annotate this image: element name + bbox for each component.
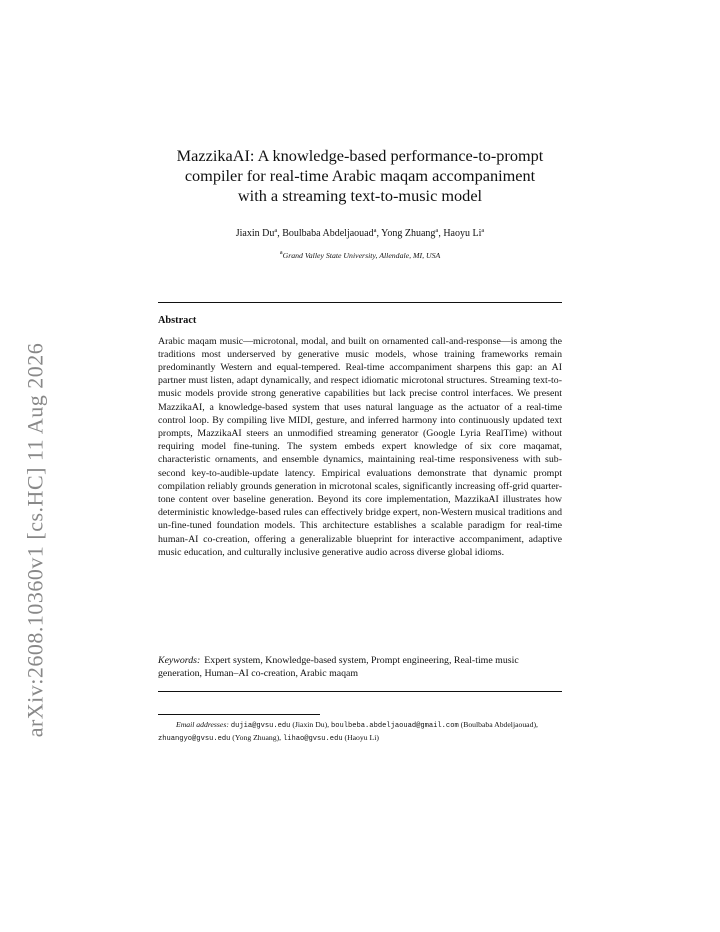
- keywords-label: Keywords:: [158, 655, 201, 666]
- author-name: Jiaxin Du: [235, 228, 275, 239]
- abstract-top-rule: [158, 302, 562, 303]
- author-affiliation-marker: a: [481, 227, 485, 234]
- email-separator: ,: [279, 733, 283, 742]
- author-name: Boulbaba Abdeljaouad: [282, 228, 374, 239]
- email-separator: ,: [327, 720, 331, 729]
- title-line-2: compiler for real-time Arabic maqam accompaniment: [184, 166, 536, 185]
- email-owner: (Yong Zhuang): [232, 733, 280, 742]
- author-affiliation-marker: a: [373, 227, 377, 234]
- affiliation: [158, 251, 562, 261]
- author-email-link[interactable]: boulbeba.abdeljaouad@gmail.com: [331, 722, 459, 730]
- abstract-heading: Abstract: [158, 315, 197, 326]
- paper-title: [158, 146, 562, 206]
- title-line-1: MazzikaAI: A knowledge-based performance-to-prompt: [176, 146, 544, 165]
- author-email-link[interactable]: dujia@gvsu.edu: [230, 722, 291, 730]
- author-name: Haoyu Li: [443, 228, 482, 239]
- email-owner: (Jiaxin Du): [292, 720, 328, 729]
- email-owner: (Haoyu Li): [344, 733, 379, 742]
- author-affiliation-marker: a: [435, 227, 439, 234]
- author-list: Jiaxin Du$^a$, Boulbaba Abdeljaouad$^a$, Yong Zhuang$^a$, Haoyu Li$^a$: [235, 227, 485, 239]
- affiliation-text: Grand Valley State University, Allendale, MI, USA: [282, 251, 441, 260]
- keywords-text: Expert system, Knowledge-based system, Prompt engineering, Real-time music generation, Human–AI co-creation, Arabic maqam: [158, 655, 519, 680]
- author-name: Yong Zhuang: [381, 228, 436, 239]
- author-email-link[interactable]: zhuangyo@gvsu.edu: [158, 735, 231, 743]
- footnote-rule: [158, 714, 320, 715]
- arxiv-identifier-text: arXiv:2608.10360v1 [cs.HC] 11 Aug 2026: [22, 342, 48, 738]
- affiliation-marker: a: [279, 249, 283, 256]
- email-owner: (Boulbaba Abdeljaouad): [460, 720, 536, 729]
- author-email-link[interactable]: lihao@gvsu.edu: [282, 735, 343, 743]
- email-separator: ,: [536, 720, 538, 729]
- keywords: [158, 654, 562, 680]
- arxiv-identifier-stamp: [20, 330, 50, 750]
- email-footnote: [158, 719, 562, 745]
- abstract-body: Arabic maqam music—microtonal, modal, and built on ornamented call-and-response—is among the traditions most underserved by generative music models, whose training frameworks remain predominantly Western and equal-tempered. Real-time accompaniment sharpens this gap: an AI partner must listen, adapt dynamically, and respect idiomatic microtonal structures. Streaming text-to-music models provide strong generative capabilities but lack precise control interfaces. We present MazzikaAI, a knowledge-based system that uses natural language as the actuator of a real-time control loop. By compiling live MIDI, gesture, and inferred harmony into continuously updated text prompts, MazzikaAI steers an unmodified streaming generator (Google Lyria RealTime) without requiring model fine-tuning. The system embeds expert knowledge of six core maqamat, characteristic ornaments, and ensemble dynamics, maintaining real-time responsiveness with sub-second key-to-audible-update latency. Empirical evaluations demonstrate that dynamic prompt compilation reliably grounds generation in microtonal scales, significantly increasing off-grid quarter-tone content over baseline generation. Beyond its core implementation, MazzikaAI illustrates how deterministic knowledge-based rules can effectively bridge expert, non-Western musical traditions and un-fine-tuned foundation models. This architecture establishes a scalable paradigm for real-time human-AI co-creation, offering a generalizable blueprint for interactive accompaniment, adaptive music education, and culturally inclusive generative audio across diverse global idioms.: [158, 335, 562, 558]
- title-line-3: with a streaming text-to-music model: [237, 186, 483, 205]
- author-affiliation-marker: a: [274, 227, 278, 234]
- footnote-label: Email addresses:: [176, 720, 229, 729]
- abstract-bottom-rule: [158, 691, 562, 692]
